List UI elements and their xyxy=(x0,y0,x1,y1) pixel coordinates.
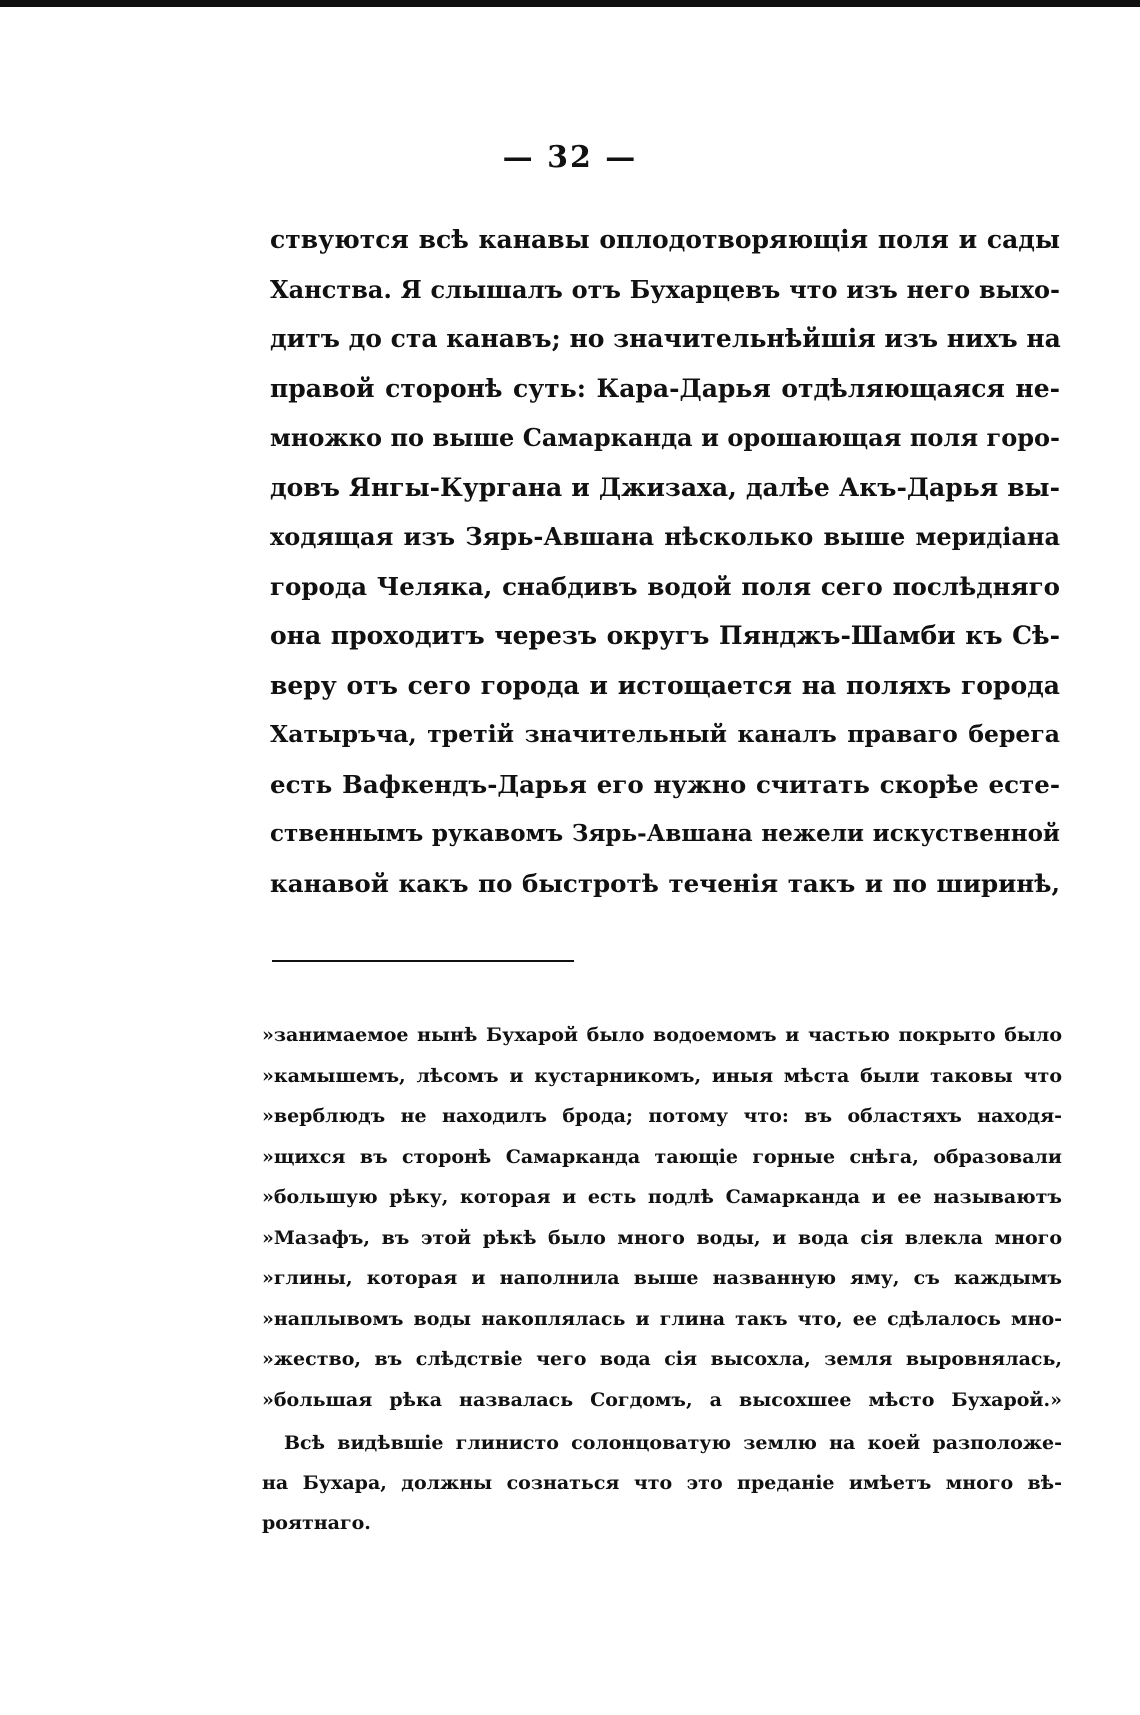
footnote xyxy=(262,1015,1062,1420)
text-line: правой сторонѣ суть: Кара-Дарья отдѣляющаяся не- xyxy=(270,373,1060,403)
footnote-line: »глины, которая и наполнила выше названную яму, съ каждымъ xyxy=(262,1267,1062,1289)
text-line: канавой какъ по быстротѣ теченія такъ и по ширинѣ, xyxy=(270,868,1060,898)
text-line: множко по выше Самарканда и орошающая поля горо- xyxy=(270,423,1060,452)
footnote-line: »щихся въ сторонѣ Самарканда тающіе горные снѣга, образовали xyxy=(262,1145,1062,1168)
text-line: веру отъ сего города и истощается на поляхъ города xyxy=(270,670,1060,700)
commentary-line: на Бухара, должны сознаться что это преданіе имѣетъ много вѣ- xyxy=(262,1472,1062,1494)
main-text xyxy=(270,215,1060,908)
text-line: довъ Янгы-Кургана и Джизаха, далѣе Акъ-Дарья вы- xyxy=(270,472,1060,502)
text-line: ствуются всѣ канавы оплодотворяющія поля и сады xyxy=(270,225,1060,254)
footnote-commentary xyxy=(262,1423,1062,1543)
text-line: есть Вафкендъ-Дарья его нужно считать скорѣе есте- xyxy=(270,769,1060,799)
footnote-line: »Мазафъ, въ этой рѣкѣ было много воды, и вода сія влекла много xyxy=(262,1226,1062,1249)
text-line: Ханства. Я слышалъ отъ Бухарцевъ что изъ него выхо- xyxy=(270,274,1060,304)
footnote-line: »занимаемое нынѣ Бухарой было водоемомъ и частью покрыто было xyxy=(262,1024,1062,1046)
footnote-divider xyxy=(272,960,574,962)
text-line: ходящая изъ Зярь-Авшана нѣсколько выше меридіана xyxy=(270,522,1060,551)
commentary-line: Всѣ видѣвшіе глинисто солонцоватую землю на коей разположе- xyxy=(284,1432,1062,1454)
text-line: ственнымъ рукавомъ Зярь-Авшана нежели искуственной xyxy=(270,820,1060,847)
text-line: она проходитъ черезъ округъ Пянджъ-Шамби къ Сѣ- xyxy=(270,621,1060,650)
page-number: — 32 — xyxy=(502,140,638,175)
top-scan-edge xyxy=(0,0,1140,7)
footnote-line: »большую рѣку, которая и есть подлѣ Самарканда и ее называютъ xyxy=(262,1186,1062,1208)
text-line: дитъ до ста канавъ; но значительнѣйшія изъ нихъ на xyxy=(270,324,1061,353)
text-line: Хатыръча, третій значительный каналъ праваго берега xyxy=(270,720,1060,748)
commentary-line: роятнаго. xyxy=(262,1512,371,1534)
footnote-line: »верблюдъ не находилъ брода; потому что: въ областяхъ находя- xyxy=(262,1105,1062,1127)
footnote-line: »камышемъ, лѣсомъ и кустарникомъ, иныя мѣста были таковы что xyxy=(262,1064,1062,1087)
footnote-line: »жество, въ слѣдствіе чего вода сія высохла, земля выровнялась, xyxy=(262,1348,1062,1370)
footnote-line: »наплывомъ воды накоплялась и глина такъ что, ее сдѣлалось мно- xyxy=(262,1307,1062,1330)
text-line: города Челяка, снабдивъ водой поля сего послѣдняго xyxy=(270,571,1060,601)
footnote-line: »большая рѣка назвалась Согдомъ, а высохшее мѣсто Бухарой.» xyxy=(262,1388,1062,1411)
